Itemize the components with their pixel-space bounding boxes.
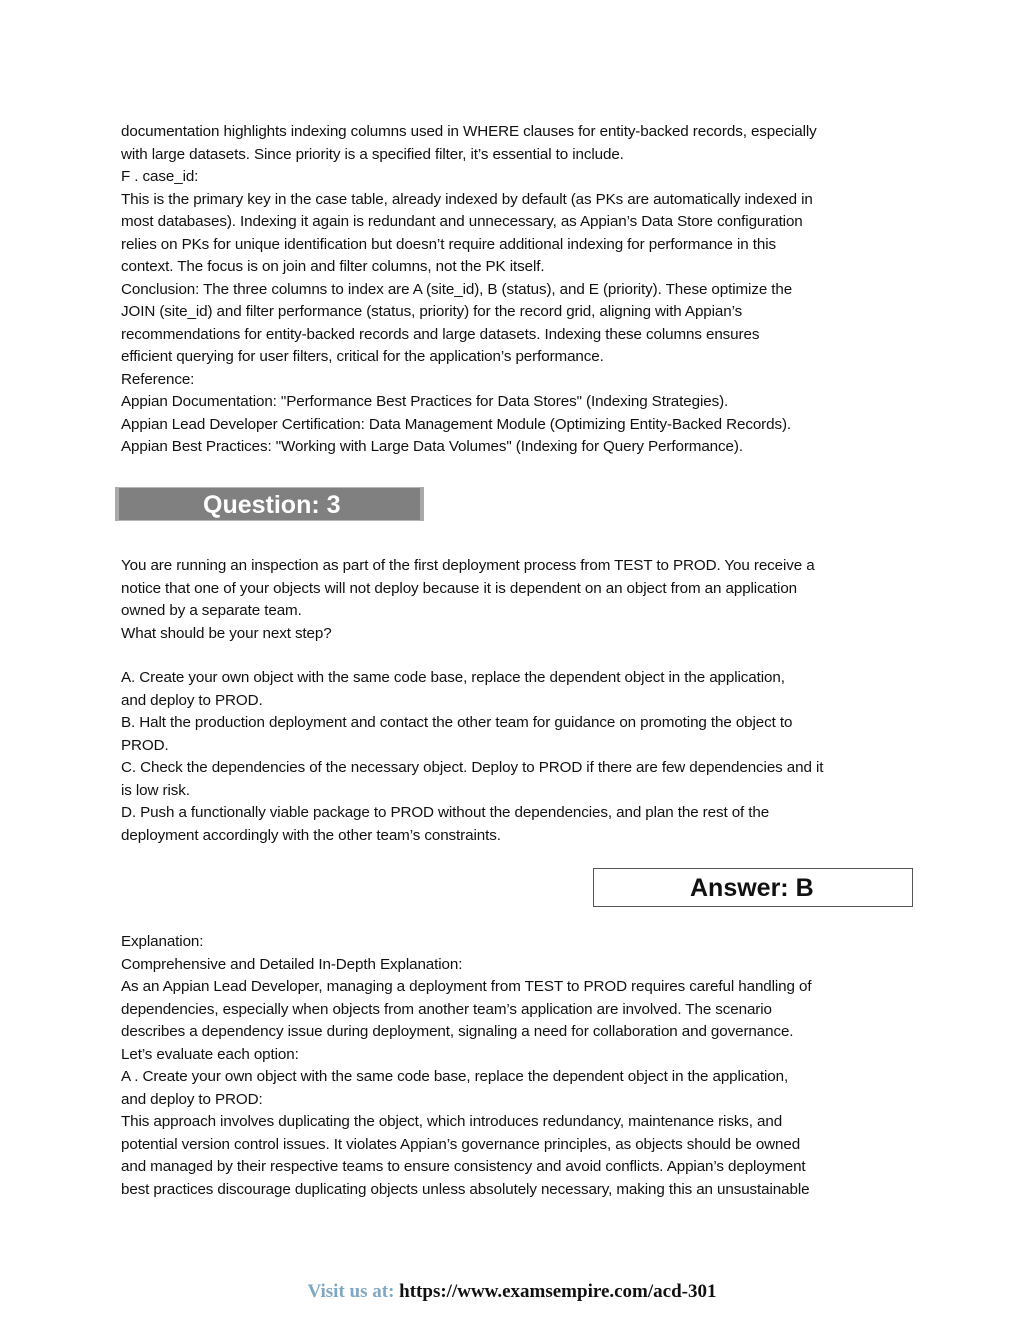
text-line: and managed by their respective teams to ensure consistency and avoid conflicts. Appian’s deployment (121, 1158, 806, 1175)
text-line: Comprehensive and Detailed In-Depth Explanation: (121, 955, 463, 973)
text-line: This approach involves duplicating the object, which introduces redundancy, maintenance risks, and (121, 1113, 783, 1130)
option-line: deployment accordingly with the other team’s constraints. (121, 826, 501, 844)
text-line: What should be your next step? (121, 624, 332, 642)
explanation-block (121, 931, 911, 1201)
option-line: B. Halt the production deployment and contact the other team for guidance on promoting the object to (121, 714, 793, 731)
text-line: recommendations for entity-backed records and large datasets. Indexing these columns ensures (121, 325, 760, 343)
text-line: documentation highlights indexing columns used in WHERE clauses for entity-backed records, especially (121, 123, 817, 140)
text-line: owned by a separate team. (121, 602, 302, 619)
option-line: C. Check the dependencies of the necessary object. Deploy to PROD if there are few dependencies and it (121, 759, 824, 776)
question-header (115, 487, 424, 521)
text-line: Reference: (121, 370, 195, 388)
text-line: potential version control issues. It violates Appian’s governance principles, as objects should be owned (121, 1135, 801, 1153)
text-line: describes a dependency issue during deployment, signaling a need for collaboration and governance. (121, 1023, 794, 1040)
text-line: Explanation: (121, 933, 204, 950)
explanation-continued-block (121, 121, 911, 459)
footer-visit-label: Visit us at: (307, 1281, 395, 1302)
option-line: PROD. (121, 736, 169, 754)
text-line: You are running an inspection as part of the first deployment process from TEST to PROD. You receive a (121, 557, 815, 574)
text-line: A . Create your own object with the same code base, replace the dependent object in the application, (121, 1068, 789, 1085)
answer-box (593, 868, 913, 907)
text-line: Appian Documentation: "Performance Best Practices for Data Stores" (Indexing Strategies). (121, 393, 729, 410)
option-line: D. Push a functionally viable package to PROD without the dependencies, and plan the rest of the (121, 804, 770, 821)
text-line: JOIN (site_id) and filter performance (status, priority) for the record grid, aligning with Appian’s (121, 303, 743, 320)
option-line: is low risk. (121, 781, 190, 799)
text-line: dependencies, especially when objects from another team’s application are involved. The scenario (121, 1000, 772, 1018)
text-line: efficient querying for user filters, critical for the application’s performance. (121, 348, 604, 365)
question-text (121, 555, 911, 645)
text-line: best practices discourage duplicating objects unless absolutely necessary, making this an unsustainable (121, 1180, 810, 1198)
text-line: Appian Best Practices: "Working with Large Data Volumes" (Indexing for Query Performance). (121, 438, 743, 455)
text-line: Let’s evaluate each option: (121, 1045, 299, 1063)
question-header-label: Question: 3 (203, 491, 341, 519)
option-line: A. Create your own object with the same code base, replace the dependent object in the application, (121, 669, 785, 686)
text-line: This is the primary key in the case table, already indexed by default (as PKs are automatically indexed in (121, 190, 813, 208)
text-line: context. The focus is on join and filter columns, not the PK itself. (121, 258, 545, 275)
text-line: F . case_id: (121, 168, 199, 185)
text-line: most databases). Indexing it again is redundant and unnecessary, as Appian’s Data Store configuration (121, 213, 803, 230)
text-line: and deploy to PROD: (121, 1090, 263, 1108)
text-line: As an Appian Lead Developer, managing a deployment from TEST to PROD requires careful handling of (121, 978, 812, 995)
page-footer (0, 1280, 1024, 1304)
text-line: relies on PKs for unique identification but doesn’t require additional indexing for performance in this (121, 235, 776, 253)
text-line: notice that one of your objects will not deploy because it is dependent on an object from an application (121, 579, 798, 597)
answer-options (121, 667, 911, 847)
option-line: and deploy to PROD. (121, 691, 263, 709)
text-line: Conclusion: The three columns to index are A (site_id), B (status), and E (priority). These optimize the (121, 280, 793, 298)
answer-label: Answer: B (690, 874, 814, 902)
text-line: Appian Lead Developer Certification: Data Management Module (Optimizing Entity-Backed Records). (121, 415, 792, 433)
text-line: with large datasets. Since priority is a specified filter, it’s essential to include. (121, 145, 624, 163)
footer-url-link[interactable]: https://www.examsempire.com/acd-301 (399, 1281, 717, 1302)
